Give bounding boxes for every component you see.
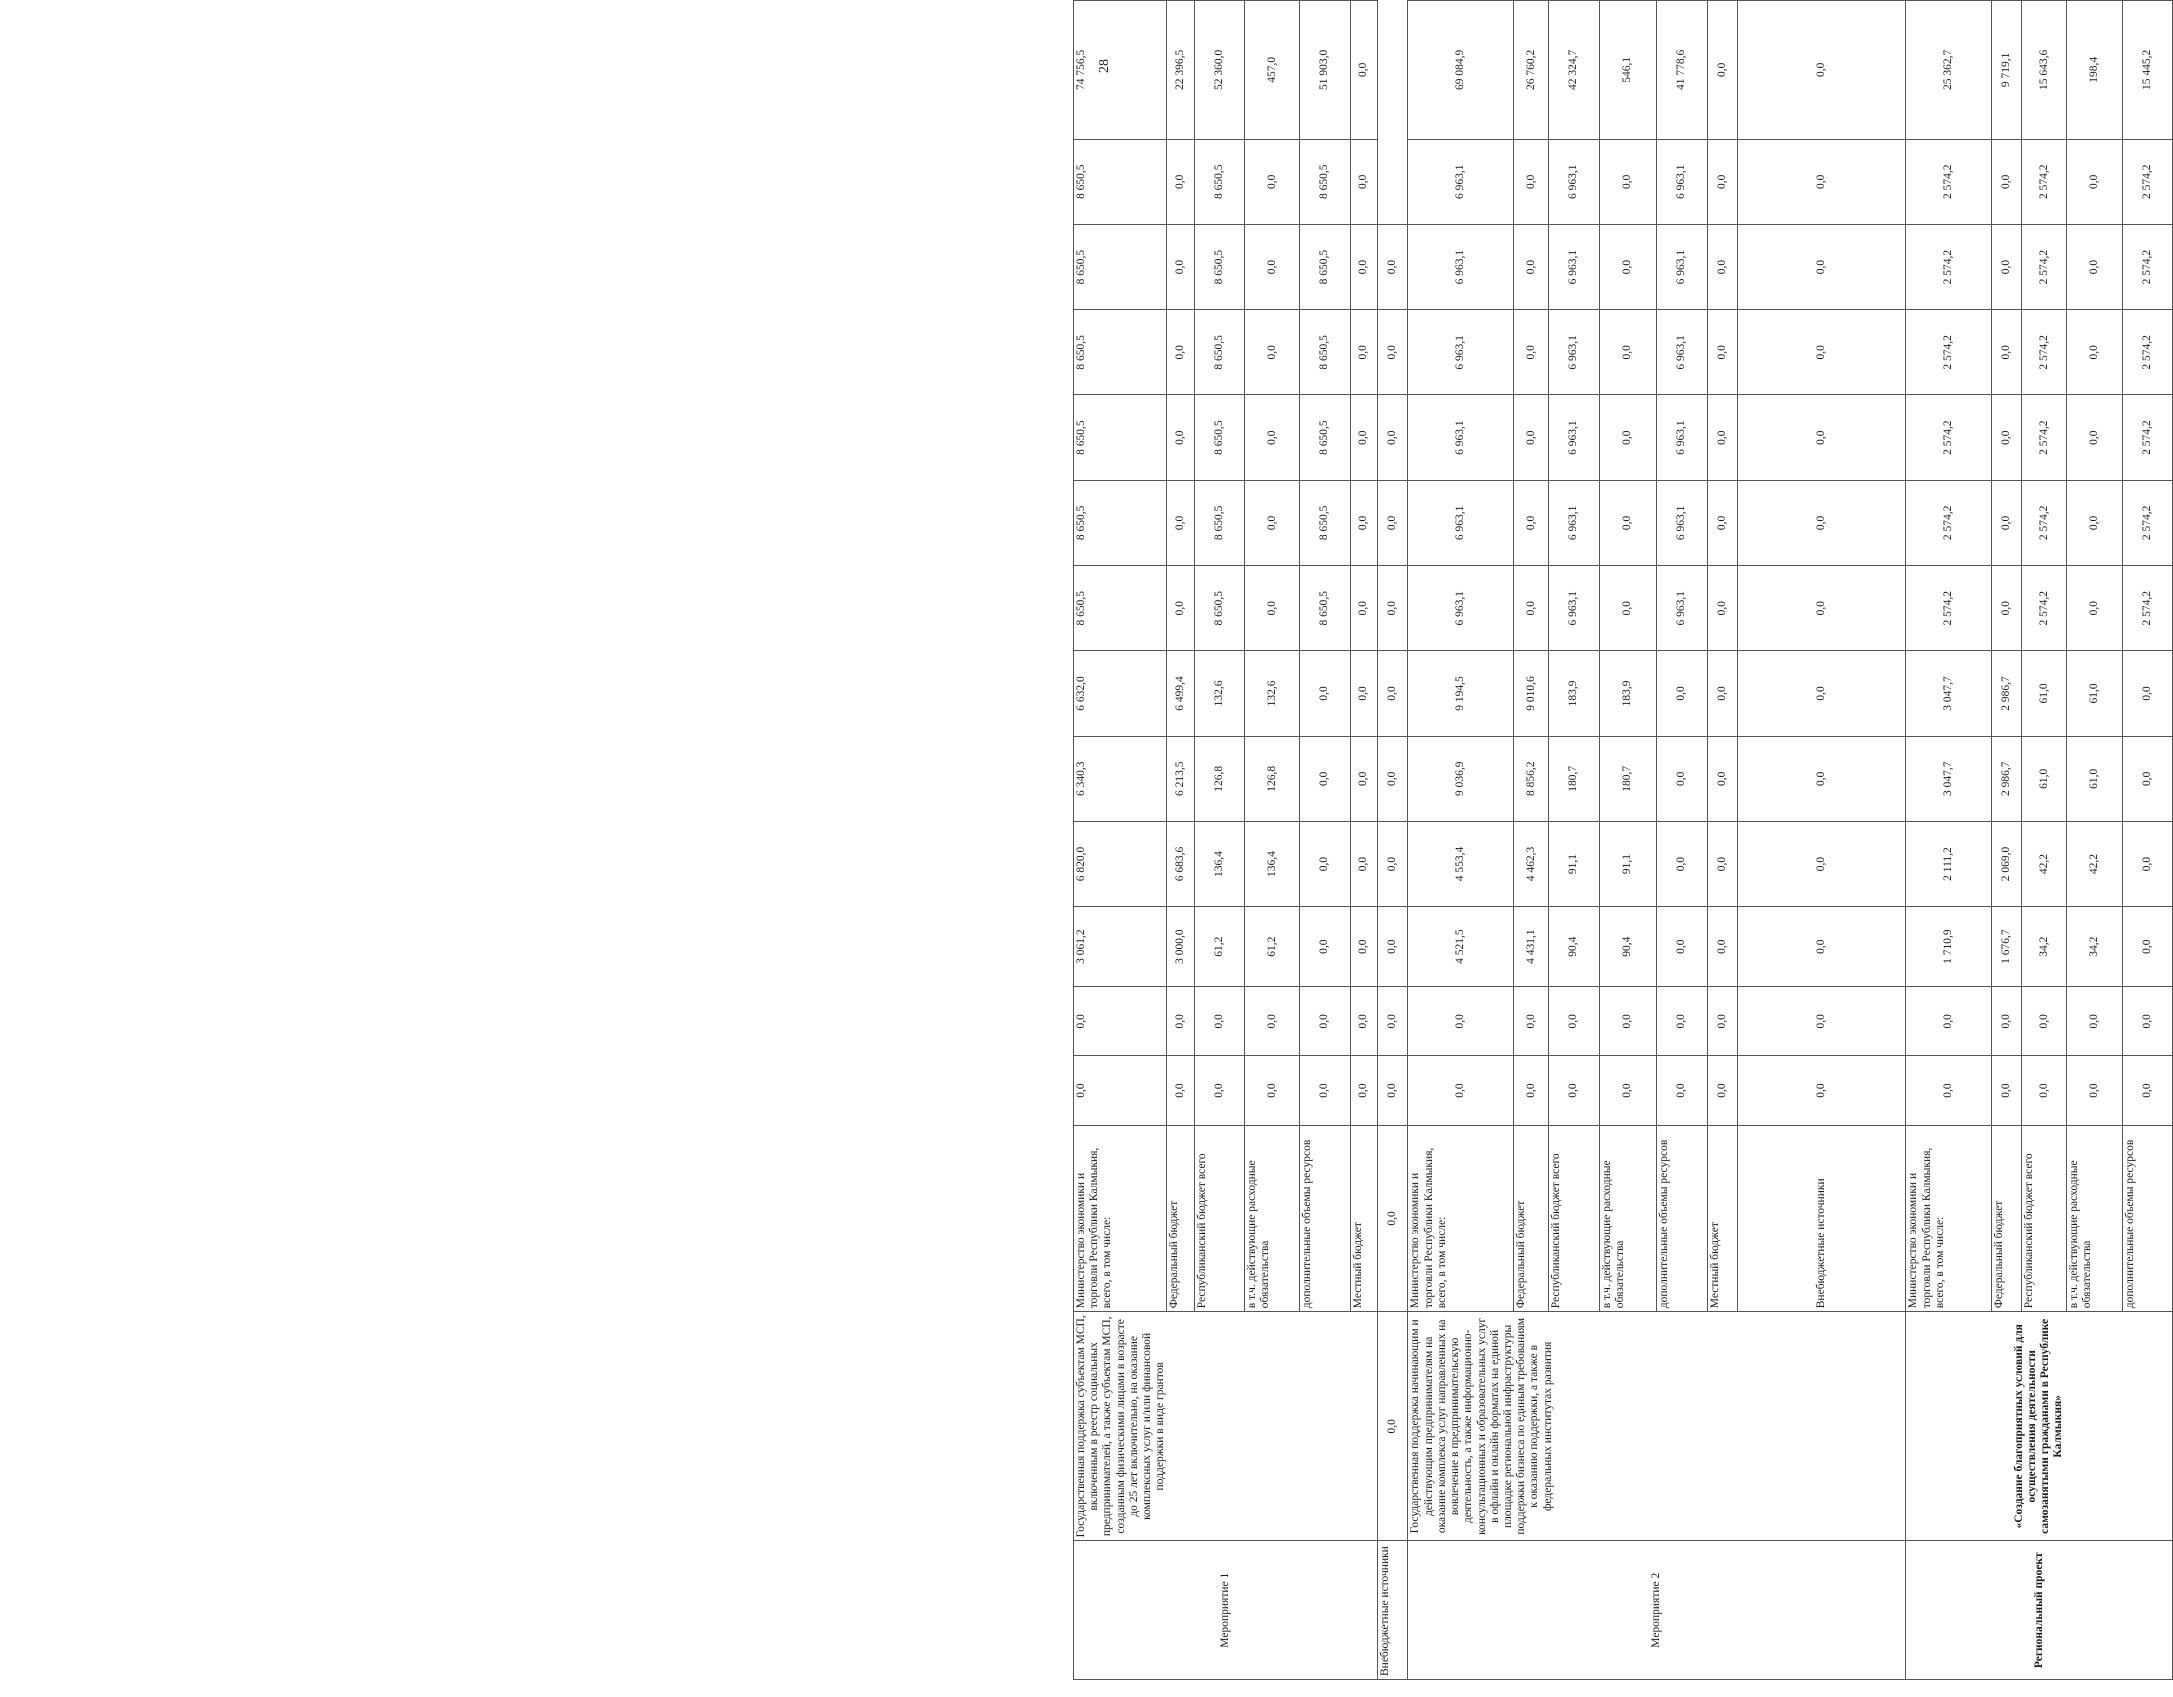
value-cell: 0,0 xyxy=(1245,395,1300,480)
value-cell: 2 574,2 xyxy=(1906,310,1992,395)
value-cell: 0,0 xyxy=(1245,310,1300,395)
total-value-cell: 0,0 xyxy=(1350,1,1378,140)
value-cell: 126,8 xyxy=(1194,736,1244,821)
total-value-cell: 69 084,9 xyxy=(1408,1,1514,140)
value-cell: 0,0 xyxy=(1737,907,1905,987)
value-cell: 2 574,2 xyxy=(2122,395,2172,480)
value-cell: 0,0 xyxy=(1167,139,1195,224)
value-cell: 2 574,2 xyxy=(2022,480,2067,565)
funding-source-cell: Внебюджетные источники xyxy=(1378,1541,1408,1680)
value-cell: 8 650,5 xyxy=(1074,566,1167,651)
total-value-cell: 0,0 xyxy=(1707,1,1737,140)
value-cell: 0,0 xyxy=(1657,821,1707,906)
value-cell: 0,0 xyxy=(2122,907,2172,987)
value-cell: 0,0 xyxy=(1599,1056,1657,1125)
funding-source-cell: Федеральный бюджет xyxy=(1167,1125,1195,1312)
value-cell: 136,4 xyxy=(1194,821,1244,906)
value-cell: 0,0 xyxy=(1737,224,1905,309)
value-cell: 0,0 xyxy=(1300,907,1350,987)
value-cell: 0,0 xyxy=(1514,480,1549,565)
value-cell: 0,0 xyxy=(1707,651,1737,736)
value-cell: 6 963,1 xyxy=(1408,310,1514,395)
value-cell: 0,0 xyxy=(1245,224,1300,309)
total-value-cell: 22 396,5 xyxy=(1167,1,1195,140)
value-cell: 2 574,2 xyxy=(2022,224,2067,309)
value-cell: 0,0 xyxy=(1074,987,1167,1056)
value-cell: 6 963,1 xyxy=(1549,395,1599,480)
value-cell: 61,0 xyxy=(2022,736,2067,821)
value-cell: 0,0 xyxy=(1167,395,1195,480)
activity-name-cell: Мероприятие 1 xyxy=(1074,1541,1378,1680)
value-cell: 0,0 xyxy=(1707,907,1737,987)
value-cell: 136,4 xyxy=(1245,821,1300,906)
value-cell: 90,4 xyxy=(1549,907,1599,987)
value-cell: 0,0 xyxy=(1737,736,1905,821)
value-cell: 6 963,1 xyxy=(1549,480,1599,565)
table-body xyxy=(1074,1,2173,1680)
funding-source-cell: Местный бюджет xyxy=(1707,1125,1737,1312)
value-cell: 180,7 xyxy=(1549,736,1599,821)
value-cell: 0,0 xyxy=(2067,139,2122,224)
value-cell: 0,0 xyxy=(1350,821,1378,906)
value-cell: 6 963,1 xyxy=(1408,139,1514,224)
value-cell: 0,0 xyxy=(1991,480,2021,565)
value-cell: 0,0 xyxy=(1514,1056,1549,1125)
value-cell: 2 111,2 xyxy=(1906,821,1992,906)
value-cell: 0,0 xyxy=(2067,566,2122,651)
value-cell: 0,0 xyxy=(1707,1056,1737,1125)
value-cell: 6 963,1 xyxy=(1657,395,1707,480)
value-cell: 4 553,4 xyxy=(1408,821,1514,906)
value-cell: 0,0 xyxy=(1599,987,1657,1056)
value-cell: 0,0 xyxy=(1350,395,1378,480)
value-cell: 0,0 xyxy=(1378,1056,1408,1125)
value-cell: 0,0 xyxy=(1378,1125,1408,1312)
value-cell: 6 820,0 xyxy=(1074,821,1167,906)
value-cell: 0,0 xyxy=(1167,987,1195,1056)
value-cell: 0,0 xyxy=(1737,1056,1905,1125)
total-value-cell: 9 719,1 xyxy=(1991,1,2021,140)
value-cell: 6 963,1 xyxy=(1408,224,1514,309)
value-cell: 6 683,6 xyxy=(1167,821,1195,906)
value-cell: 6 963,1 xyxy=(1408,395,1514,480)
value-cell: 0,0 xyxy=(2022,1056,2067,1125)
value-cell: 0,0 xyxy=(1378,987,1408,1056)
value-cell: 0,0 xyxy=(1167,480,1195,565)
value-cell: 2 574,2 xyxy=(2122,310,2172,395)
value-cell: 4 462,3 xyxy=(1514,821,1549,906)
value-cell: 8 650,5 xyxy=(1194,566,1244,651)
value-cell: 0,0 xyxy=(1707,310,1737,395)
value-cell: 0,0 xyxy=(1378,651,1408,736)
value-cell: 0,0 xyxy=(1514,224,1549,309)
value-cell: 0,0 xyxy=(1737,395,1905,480)
value-cell: 0,0 xyxy=(1737,987,1905,1056)
value-cell: 3 047,7 xyxy=(1906,736,1992,821)
value-cell: 0,0 xyxy=(1707,224,1737,309)
total-value-cell: 15 643,6 xyxy=(2022,1,2067,140)
value-cell: 8 650,5 xyxy=(1194,224,1244,309)
value-cell: 0,0 xyxy=(1599,395,1657,480)
value-cell: 0,0 xyxy=(2067,224,2122,309)
value-cell: 0,0 xyxy=(1707,566,1737,651)
total-value-cell: 25 362,7 xyxy=(1906,1,1992,140)
total-value-cell: 41 778,6 xyxy=(1657,1,1707,140)
activity-name-cell: Региональный проект xyxy=(1906,1541,2173,1680)
value-cell: 0,0 xyxy=(1350,566,1378,651)
value-cell: 0,0 xyxy=(1707,821,1737,906)
value-cell: 0,0 xyxy=(1300,821,1350,906)
value-cell: 6 340,3 xyxy=(1074,736,1167,821)
value-cell: 0,0 xyxy=(1378,310,1408,395)
value-cell: 2 574,2 xyxy=(2022,395,2067,480)
activity-name-cell: Мероприятие 2 xyxy=(1408,1541,1906,1680)
value-cell: 6 963,1 xyxy=(1408,480,1514,565)
value-cell: 0,0 xyxy=(1906,1056,1992,1125)
value-cell: 0,0 xyxy=(1737,139,1905,224)
value-cell: 0,0 xyxy=(1549,1056,1599,1125)
value-cell: 132,6 xyxy=(1194,651,1244,736)
value-cell: 1 676,7 xyxy=(1991,907,2021,987)
value-cell: 0,0 xyxy=(1378,736,1408,821)
value-cell: 2 574,2 xyxy=(2022,566,2067,651)
value-cell: 0,0 xyxy=(1378,907,1408,987)
value-cell: 0,0 xyxy=(1991,395,2021,480)
value-cell: 0,0 xyxy=(1350,651,1378,736)
value-cell: 2 574,2 xyxy=(1906,566,1992,651)
value-cell: 6 963,1 xyxy=(1657,224,1707,309)
value-cell: 8 650,5 xyxy=(1194,395,1244,480)
value-cell: 0,0 xyxy=(2067,480,2122,565)
total-value-cell: 0,0 xyxy=(1737,1,1905,140)
funding-source-cell: в т.ч. действующие расходные обязательства xyxy=(1599,1125,1657,1312)
funding-source-cell: Федеральный бюджет xyxy=(1514,1125,1549,1312)
value-cell: 132,6 xyxy=(1245,651,1300,736)
funding-source-cell: Местный бюджет xyxy=(1350,1125,1378,1312)
funding-source-cell: дополнительные объемы ресурсов xyxy=(2122,1125,2172,1312)
value-cell: 8 650,5 xyxy=(1074,480,1167,565)
total-value-cell: 15 445,2 xyxy=(2122,1,2172,140)
value-cell: 4 521,5 xyxy=(1408,907,1514,987)
value-cell: 0,0 xyxy=(1737,821,1905,906)
value-cell: 2 574,2 xyxy=(1906,224,1992,309)
value-cell: 0,0 xyxy=(2122,987,2172,1056)
value-cell: 6 963,1 xyxy=(1549,566,1599,651)
value-cell: 0,0 xyxy=(1906,987,1992,1056)
value-cell: 0,0 xyxy=(1599,224,1657,309)
total-value-cell: 0,0 xyxy=(1378,224,1408,309)
value-cell: 61,0 xyxy=(2022,651,2067,736)
value-cell: 8 650,5 xyxy=(1074,310,1167,395)
value-cell: 0,0 xyxy=(1514,139,1549,224)
funding-source-cell: дополнительные объемы ресурсов xyxy=(1657,1125,1707,1312)
value-cell: 0,0 xyxy=(1167,224,1195,309)
value-cell: 0,0 xyxy=(1657,1056,1707,1125)
value-cell: 61,2 xyxy=(1245,907,1300,987)
value-cell: 42,2 xyxy=(2067,821,2122,906)
value-cell: 0,0 xyxy=(1378,395,1408,480)
total-value-cell: 546,1 xyxy=(1599,1,1657,140)
funding-source-cell: Республиканский бюджет всего xyxy=(1194,1125,1244,1312)
activity-description-cell: Государственная поддержка субъектам МСП, включенным в реестр социальных предпринимателей, а также субъектам МСП, созданным физическими лицами в возрасте до 25 лет включительно, на оказание комплексных услуг и/или финансовой поддержки в виде грантов xyxy=(1074,1312,1378,1541)
value-cell: 8 650,5 xyxy=(1300,224,1350,309)
value-cell: 0,0 xyxy=(1350,1056,1378,1125)
value-cell: 0,0 xyxy=(1350,907,1378,987)
value-cell: 0,0 xyxy=(1737,480,1905,565)
value-cell: 0,0 xyxy=(1514,395,1549,480)
value-cell: 0,0 xyxy=(1378,566,1408,651)
value-cell: 8 650,5 xyxy=(1194,139,1244,224)
page-number: 28 xyxy=(1097,59,1112,73)
value-cell: 0,0 xyxy=(2122,1056,2172,1125)
rotated-page xyxy=(1073,0,2173,1680)
value-cell: 0,0 xyxy=(1350,224,1378,309)
funding-source-cell: в т.ч. действующие расходные обязательства xyxy=(1245,1125,1300,1312)
total-value-cell: 457,0 xyxy=(1245,1,1300,140)
value-cell: 0,0 xyxy=(2067,395,2122,480)
value-cell: 0,0 xyxy=(1707,480,1737,565)
value-cell: 1 710,9 xyxy=(1906,907,1992,987)
value-cell: 0,0 xyxy=(1549,987,1599,1056)
value-cell: 61,0 xyxy=(2067,736,2122,821)
value-cell: 0,0 xyxy=(2022,987,2067,1056)
value-cell: 0,0 xyxy=(1074,1056,1167,1125)
total-value-cell: 52 360,0 xyxy=(1194,1,1244,140)
value-cell: 2 574,2 xyxy=(2022,139,2067,224)
value-cell: 0,0 xyxy=(1245,987,1300,1056)
value-cell: 0,0 xyxy=(1514,310,1549,395)
value-cell: 0,0 xyxy=(1350,139,1378,224)
value-cell: 6 963,1 xyxy=(1657,310,1707,395)
value-cell: 0,0 xyxy=(1167,566,1195,651)
value-cell: 8 650,5 xyxy=(1300,480,1350,565)
value-cell: 0,0 xyxy=(1991,310,2021,395)
value-cell: 6 499,4 xyxy=(1167,651,1195,736)
value-cell: 61,2 xyxy=(1194,907,1244,987)
value-cell: 0,0 xyxy=(1599,139,1657,224)
value-cell: 2 574,2 xyxy=(1906,139,1992,224)
value-cell: 9 010,6 xyxy=(1514,651,1549,736)
value-cell: 0,0 xyxy=(1657,987,1707,1056)
value-cell: 0,0 xyxy=(1514,987,1549,1056)
value-cell: 0,0 xyxy=(1707,395,1737,480)
value-cell: 0,0 xyxy=(1737,651,1905,736)
funding-source-cell: дополнительные объемы ресурсов xyxy=(1300,1125,1350,1312)
value-cell: 8 650,5 xyxy=(1074,139,1167,224)
value-cell: 0,0 xyxy=(1408,1056,1514,1125)
value-cell: 0,0 xyxy=(1350,310,1378,395)
value-cell: 0,0 xyxy=(1194,1056,1244,1125)
value-cell: 0,0 xyxy=(1707,736,1737,821)
table-row xyxy=(1408,1,1514,1680)
value-cell: 0,0 xyxy=(1707,987,1737,1056)
total-value-cell: 198,4 xyxy=(2067,1,2122,140)
value-cell: 0,0 xyxy=(1350,736,1378,821)
value-cell: 0,0 xyxy=(1599,310,1657,395)
value-cell: 34,2 xyxy=(2067,907,2122,987)
value-cell: 0,0 xyxy=(1245,139,1300,224)
value-cell: 0,0 xyxy=(1300,987,1350,1056)
value-cell: 0,0 xyxy=(1657,907,1707,987)
value-cell: 2 574,2 xyxy=(1906,480,1992,565)
value-cell: 0,0 xyxy=(1991,224,2021,309)
value-cell: 0,0 xyxy=(1991,139,2021,224)
total-value-cell: 42 324,7 xyxy=(1549,1,1599,140)
value-cell: 90,4 xyxy=(1599,907,1657,987)
budget-table xyxy=(1073,0,2173,1680)
total-value-cell: 51 903,0 xyxy=(1300,1,1350,140)
value-cell: 0,0 xyxy=(1378,821,1408,906)
value-cell: 183,9 xyxy=(1549,651,1599,736)
value-cell: 2 986,7 xyxy=(1991,651,2021,736)
value-cell: 6 963,1 xyxy=(1549,310,1599,395)
value-cell: 0,0 xyxy=(1378,480,1408,565)
value-cell: 2 986,7 xyxy=(1991,736,2021,821)
value-cell: 0,0 xyxy=(1245,1056,1300,1125)
value-cell: 0,0 xyxy=(2122,821,2172,906)
value-cell: 0,0 xyxy=(1514,566,1549,651)
value-cell: 6 963,1 xyxy=(1549,224,1599,309)
funding-source-cell: Внебюджетные источники xyxy=(1737,1125,1905,1312)
value-cell: 8 650,5 xyxy=(1194,310,1244,395)
value-cell: 8 650,5 xyxy=(1300,395,1350,480)
value-cell: 0,0 xyxy=(1300,651,1350,736)
value-cell: 0,0 xyxy=(1991,566,2021,651)
value-cell: 0,0 xyxy=(1737,566,1905,651)
value-cell: 183,9 xyxy=(1599,651,1657,736)
value-cell: 0,0 xyxy=(1350,480,1378,565)
funding-source-cell: Федеральный бюджет xyxy=(1991,1125,2021,1312)
value-cell: 0,0 xyxy=(1599,480,1657,565)
value-cell: 180,7 xyxy=(1599,736,1657,821)
value-cell: 0,0 xyxy=(1408,987,1514,1056)
value-cell: 6 632,0 xyxy=(1074,651,1167,736)
value-cell: 8 856,2 xyxy=(1514,736,1549,821)
value-cell: 8 650,5 xyxy=(1194,480,1244,565)
value-cell: 2 069,0 xyxy=(1991,821,2021,906)
value-cell: 2 574,2 xyxy=(2122,566,2172,651)
value-cell: 6 213,5 xyxy=(1167,736,1195,821)
value-cell: 0,0 xyxy=(1657,736,1707,821)
value-cell: 4 431,1 xyxy=(1514,907,1549,987)
value-cell: 0,0 xyxy=(1300,1056,1350,1125)
value-cell: 0,0 xyxy=(1245,480,1300,565)
value-cell: 0,0 xyxy=(1300,736,1350,821)
value-cell: 91,1 xyxy=(1599,821,1657,906)
table-row xyxy=(1378,1,1408,1680)
value-cell: 8 650,5 xyxy=(1300,310,1350,395)
value-cell: 0,0 xyxy=(1194,987,1244,1056)
value-cell: 3 061,2 xyxy=(1074,907,1167,987)
value-cell: 6 963,1 xyxy=(1657,139,1707,224)
value-cell: 2 574,2 xyxy=(2122,139,2172,224)
activity-description-cell: Государственная поддержка начинающим и действующим предпринимателям на оказание комплекса услуг направленных на вовлечение в предпринимательскую деятельность, а также информационно-консультационных и образовательных услуг в офлайн и онлайн форматах на единой площадке региональной инфраструктуры поддержки бизнеса по единым требованиям к оказанию поддержки, а также в федеральных институтах развития xyxy=(1408,1312,1906,1541)
value-cell: 3 000,0 xyxy=(1167,907,1195,987)
value-cell: 0,0 xyxy=(1657,651,1707,736)
value-cell: 34,2 xyxy=(2022,907,2067,987)
value-cell: 0,0 xyxy=(1245,566,1300,651)
value-cell: 0,0 xyxy=(1991,987,2021,1056)
value-cell: 6 963,1 xyxy=(1657,566,1707,651)
total-value-cell: 74 756,5 xyxy=(1074,1,1167,140)
value-cell: 8 650,5 xyxy=(1300,139,1350,224)
value-cell: 126,8 xyxy=(1245,736,1300,821)
value-cell: 61,0 xyxy=(2067,651,2122,736)
value-cell: 0,0 xyxy=(1167,310,1195,395)
value-cell: 3 047,7 xyxy=(1906,651,1992,736)
value-cell: 9 194,5 xyxy=(1408,651,1514,736)
funding-source-cell: Республиканский бюджет всего xyxy=(2022,1125,2067,1312)
value-cell: 8 650,5 xyxy=(1300,566,1350,651)
table-row xyxy=(1906,1,1992,1680)
value-cell: 6 963,1 xyxy=(1408,566,1514,651)
value-cell: 0,0 xyxy=(1599,566,1657,651)
value-cell: 9 036,9 xyxy=(1408,736,1514,821)
value-cell: 6 963,1 xyxy=(1549,139,1599,224)
value-cell: 42,2 xyxy=(2022,821,2067,906)
funding-source-cell: Министерство экономики и торговли Республики Калмыкия, всего, в том числе: xyxy=(1408,1125,1514,1312)
table-row xyxy=(1074,1,1167,1680)
value-cell: 2 574,2 xyxy=(2122,224,2172,309)
total-value-cell: 26 760,2 xyxy=(1514,1,1549,140)
funding-source-cell: в т.ч. действующие расходные обязательства xyxy=(2067,1125,2122,1312)
value-cell: 0,0 xyxy=(1707,139,1737,224)
funding-source-cell: Министерство экономики и торговли Республики Калмыкия, всего, в том числе: xyxy=(1906,1125,1992,1312)
value-cell: 0,0 xyxy=(2122,736,2172,821)
value-cell: 0,0 xyxy=(1737,310,1905,395)
value-cell: 2 574,2 xyxy=(2022,310,2067,395)
value-cell: 0,0 xyxy=(2122,651,2172,736)
funding-source-cell: Министерство экономики и торговли Республики Калмыкия, всего, в том числе: xyxy=(1074,1125,1167,1312)
activity-description-cell: «Создание благоприятных условий для осуществления деятельности самозанятыми гражданами в Республике Калмыкия» xyxy=(1906,1312,2173,1541)
value-cell: 2 574,2 xyxy=(2122,480,2172,565)
value-cell: 0,0 xyxy=(2067,310,2122,395)
value-cell: 0,0 xyxy=(2067,1056,2122,1125)
value-cell: 0,0 xyxy=(1350,987,1378,1056)
value-cell: 91,1 xyxy=(1549,821,1599,906)
value-cell: 0,0 xyxy=(1991,1056,2021,1125)
value-cell: 0,0 xyxy=(2067,987,2122,1056)
value-cell: 0,0 xyxy=(1378,1312,1408,1541)
value-cell: 8 650,5 xyxy=(1074,224,1167,309)
funding-source-cell: Республиканский бюджет всего xyxy=(1549,1125,1599,1312)
value-cell: 0,0 xyxy=(1167,1056,1195,1125)
value-cell: 6 963,1 xyxy=(1657,480,1707,565)
value-cell: 8 650,5 xyxy=(1074,395,1167,480)
value-cell: 2 574,2 xyxy=(1906,395,1992,480)
